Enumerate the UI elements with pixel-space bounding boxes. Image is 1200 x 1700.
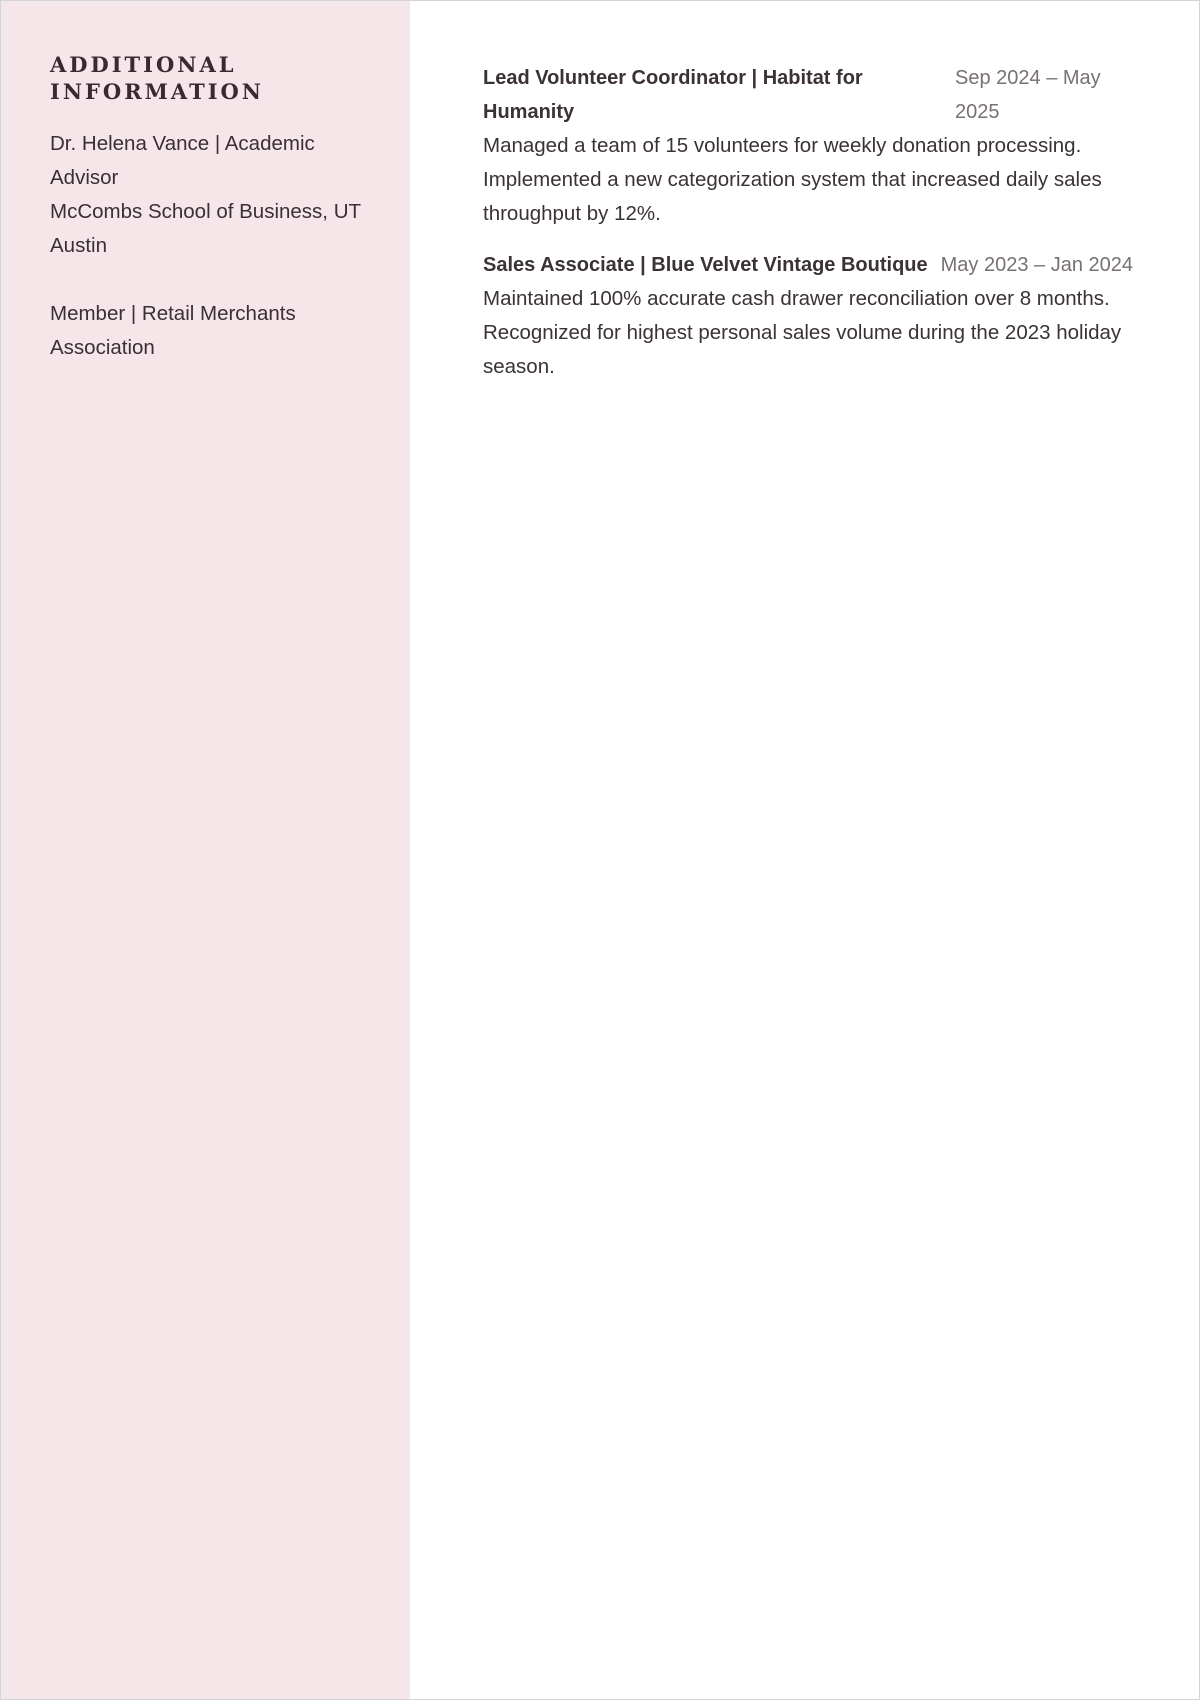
entry-description: Managed a team of 15 volunteers for weekly donation processing. Implemented a new categorization system that increased daily sales throughput by 12%. [483, 134, 1102, 225]
entry-dates: May 2023 – Jan 2024 [940, 254, 1133, 276]
experience-section [483, 61, 1133, 401]
entry-description: Maintained 100% accurate cash drawer reconciliation over 8 months. Recognized for highest personal sales volume during the 2023 holiday season. [483, 287, 1122, 378]
entry-title: Sales Associate | Blue Velvet Vintage Boutique [483, 254, 928, 276]
entry-header [483, 248, 1133, 282]
experience-entry [483, 61, 1133, 231]
additional-information-section [50, 51, 370, 386]
membership-text: Member | Retail Merchants Association [50, 302, 296, 359]
reference-institution: McCombs School of Business, UT Austin [50, 200, 361, 257]
section-heading: ADDITIONAL INFORMATION [50, 52, 265, 104]
sidebar [1, 1, 410, 1699]
reference-block [50, 127, 370, 263]
entry-title: Lead Volunteer Coordinator | Habitat for Humanity [483, 67, 863, 123]
reference-name-role: Dr. Helena Vance | Academic Advisor [50, 132, 315, 189]
entry-dates: Sep 2024 – May 2025 [955, 67, 1101, 123]
entry-header [483, 61, 1133, 129]
experience-entry [483, 248, 1133, 384]
